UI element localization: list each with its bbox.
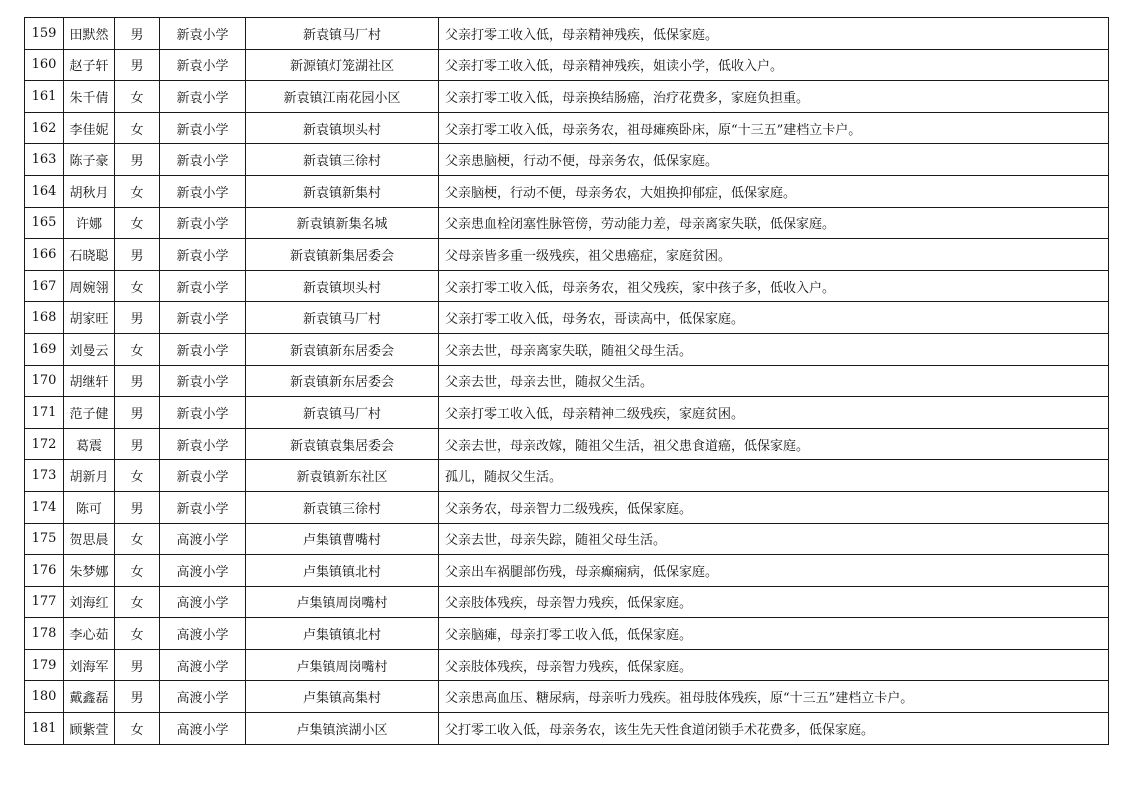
- row-number-cell: 165: [25, 207, 64, 239]
- table-row: [25, 460, 1109, 492]
- school-cell: 高渡小学: [160, 555, 246, 587]
- address-cell: 卢集镇滨湖小区: [246, 713, 439, 745]
- student-name-cell: 葛震: [64, 428, 115, 460]
- student-name-cell: 刘曼云: [64, 333, 115, 365]
- student-name-cell: 许娜: [64, 207, 115, 239]
- hardship-reason-cell: 父亲打零工收入低，母亲务农，祖父残疾，家中孩子多，低收入户。: [439, 270, 1109, 302]
- row-number-cell: 161: [25, 81, 64, 113]
- hardship-reason-cell: 父亲出车祸腿部伤残，母亲癫痫病，低保家庭。: [439, 555, 1109, 587]
- school-cell: 新袁小学: [160, 365, 246, 397]
- school-cell: 新袁小学: [160, 239, 246, 271]
- row-number-cell: 178: [25, 618, 64, 650]
- school-cell: 高渡小学: [160, 523, 246, 555]
- hardship-reason-cell: 父亲打零工收入低，母亲务农，祖母瘫痪卧床，原“十三五”建档立卡户。: [439, 112, 1109, 144]
- hardship-reason-cell: 父亲打零工收入低，母亲精神二级残疾，家庭贫困。: [439, 397, 1109, 429]
- address-cell: 卢集镇周岗嘴村: [246, 586, 439, 618]
- student-name-cell: 朱梦娜: [64, 555, 115, 587]
- table-row: [25, 523, 1109, 555]
- table-row: [25, 112, 1109, 144]
- gender-cell: 男: [115, 49, 160, 81]
- hardship-reason-cell: 父亲打零工收入低，母务农，哥读高中，低保家庭。: [439, 302, 1109, 334]
- hardship-reason-cell: 父亲打零工收入低，母亲精神残疾，姐读小学，低收入户。: [439, 49, 1109, 81]
- student-name-cell: 戴鑫磊: [64, 681, 115, 713]
- hardship-reason-cell: 父亲务农，母亲智力二级残疾，低保家庭。: [439, 491, 1109, 523]
- gender-cell: 女: [115, 586, 160, 618]
- address-cell: 新袁镇新东社区: [246, 460, 439, 492]
- gender-cell: 女: [115, 112, 160, 144]
- hardship-reason-cell: 父亲患血栓闭塞性脉管傍，劳动能力差，母亲离家失联，低保家庭。: [439, 207, 1109, 239]
- hardship-reason-cell: 父亲打零工收入低，母亲精神残疾，低保家庭。: [439, 18, 1109, 50]
- hardship-reason-cell: 父亲去世，母亲去世，随叔父生活。: [439, 365, 1109, 397]
- address-cell: 新袁镇三徐村: [246, 144, 439, 176]
- student-name-cell: 赵子轩: [64, 49, 115, 81]
- row-number-cell: 175: [25, 523, 64, 555]
- table-row: [25, 555, 1109, 587]
- school-cell: 高渡小学: [160, 586, 246, 618]
- school-cell: 新袁小学: [160, 460, 246, 492]
- school-cell: 新袁小学: [160, 397, 246, 429]
- table-row: [25, 239, 1109, 271]
- gender-cell: 女: [115, 207, 160, 239]
- school-cell: 新袁小学: [160, 175, 246, 207]
- school-cell: 新袁小学: [160, 49, 246, 81]
- school-cell: 新袁小学: [160, 333, 246, 365]
- gender-cell: 女: [115, 81, 160, 113]
- table-row: [25, 333, 1109, 365]
- table-row: [25, 270, 1109, 302]
- row-number-cell: 176: [25, 555, 64, 587]
- table-row: [25, 618, 1109, 650]
- row-number-cell: 167: [25, 270, 64, 302]
- table-row: [25, 302, 1109, 334]
- row-number-cell: 171: [25, 397, 64, 429]
- row-number-cell: 160: [25, 49, 64, 81]
- address-cell: 新袁镇三徐村: [246, 491, 439, 523]
- hardship-reason-cell: 父亲肢体残疾，母亲智力残疾，低保家庭。: [439, 649, 1109, 681]
- gender-cell: 男: [115, 302, 160, 334]
- hardship-reason-cell: 父亲肢体残疾，母亲智力残疾，低保家庭。: [439, 586, 1109, 618]
- hardship-reason-cell: 父亲打零工收入低，母亲换结肠癌，治疗花费多，家庭负担重。: [439, 81, 1109, 113]
- table-row: [25, 491, 1109, 523]
- gender-cell: 男: [115, 428, 160, 460]
- table-row: [25, 649, 1109, 681]
- school-cell: 新袁小学: [160, 144, 246, 176]
- school-cell: 新袁小学: [160, 18, 246, 50]
- table-row: [25, 428, 1109, 460]
- student-name-cell: 陈可: [64, 491, 115, 523]
- hardship-reason-cell: 父亲患高血压、糖尿病，母亲听力残疾。祖母肢体残疾，原“十三五”建档立卡户。: [439, 681, 1109, 713]
- hardship-reason-cell: 父亲去世，母亲改嫁，随祖父生活，祖父患食道癌，低保家庭。: [439, 428, 1109, 460]
- school-cell: 高渡小学: [160, 681, 246, 713]
- address-cell: 卢集镇高集村: [246, 681, 439, 713]
- hardship-reason-cell: 父亲脑梗，行动不便，母亲务农，大姐换抑郁症，低保家庭。: [439, 175, 1109, 207]
- hardship-reason-cell: 父亲患脑梗，行动不便，母亲务农，低保家庭。: [439, 144, 1109, 176]
- table-row: [25, 397, 1109, 429]
- school-cell: 新袁小学: [160, 491, 246, 523]
- row-number-cell: 166: [25, 239, 64, 271]
- table-row: [25, 681, 1109, 713]
- hardship-reason-cell: 父亲脑瘫，母亲打零工收入低，低保家庭。: [439, 618, 1109, 650]
- student-name-cell: 胡家旺: [64, 302, 115, 334]
- gender-cell: 女: [115, 333, 160, 365]
- address-cell: 新袁镇坝头村: [246, 270, 439, 302]
- row-number-cell: 169: [25, 333, 64, 365]
- table-row: [25, 207, 1109, 239]
- row-number-cell: 172: [25, 428, 64, 460]
- table-body: [25, 18, 1109, 745]
- school-cell: 新袁小学: [160, 302, 246, 334]
- address-cell: 新袁镇新东居委会: [246, 333, 439, 365]
- student-name-cell: 石晓聪: [64, 239, 115, 271]
- address-cell: 卢集镇镇北村: [246, 555, 439, 587]
- row-number-cell: 181: [25, 713, 64, 745]
- address-cell: 卢集镇周岗嘴村: [246, 649, 439, 681]
- hardship-reason-cell: 父打零工收入低，母亲务农，该生先天性食道闭锁手术花费多，低保家庭。: [439, 713, 1109, 745]
- row-number-cell: 173: [25, 460, 64, 492]
- table-row: [25, 365, 1109, 397]
- gender-cell: 男: [115, 649, 160, 681]
- address-cell: 新源镇灯笼湖社区: [246, 49, 439, 81]
- row-number-cell: 162: [25, 112, 64, 144]
- gender-cell: 女: [115, 175, 160, 207]
- table-row: [25, 586, 1109, 618]
- hardship-reason-cell: 孤儿，随叔父生活。: [439, 460, 1109, 492]
- row-number-cell: 159: [25, 18, 64, 50]
- address-cell: 新袁镇新集居委会: [246, 239, 439, 271]
- gender-cell: 女: [115, 618, 160, 650]
- address-cell: 新袁镇马厂村: [246, 397, 439, 429]
- student-name-cell: 胡新月: [64, 460, 115, 492]
- hardship-reason-cell: 父亲去世，母亲失踪，随祖父母生活。: [439, 523, 1109, 555]
- address-cell: 新袁镇坝头村: [246, 112, 439, 144]
- table-row: [25, 713, 1109, 745]
- student-name-cell: 李心茹: [64, 618, 115, 650]
- row-number-cell: 168: [25, 302, 64, 334]
- gender-cell: 男: [115, 365, 160, 397]
- address-cell: 新袁镇马厂村: [246, 302, 439, 334]
- gender-cell: 女: [115, 270, 160, 302]
- table-row: [25, 49, 1109, 81]
- school-cell: 新袁小学: [160, 428, 246, 460]
- student-aid-table: [24, 17, 1109, 745]
- table-row: [25, 18, 1109, 50]
- table-row: [25, 175, 1109, 207]
- row-number-cell: 179: [25, 649, 64, 681]
- student-name-cell: 胡继轩: [64, 365, 115, 397]
- student-name-cell: 李佳妮: [64, 112, 115, 144]
- school-cell: 新袁小学: [160, 112, 246, 144]
- row-number-cell: 170: [25, 365, 64, 397]
- table-row: [25, 144, 1109, 176]
- gender-cell: 男: [115, 397, 160, 429]
- row-number-cell: 177: [25, 586, 64, 618]
- hardship-reason-cell: 父母亲皆多重一级残疾，祖父患癌症，家庭贫困。: [439, 239, 1109, 271]
- row-number-cell: 164: [25, 175, 64, 207]
- student-name-cell: 刘海红: [64, 586, 115, 618]
- address-cell: 卢集镇曹嘴村: [246, 523, 439, 555]
- gender-cell: 男: [115, 144, 160, 176]
- address-cell: 卢集镇镇北村: [246, 618, 439, 650]
- gender-cell: 女: [115, 555, 160, 587]
- address-cell: 新袁镇马厂村: [246, 18, 439, 50]
- gender-cell: 男: [115, 18, 160, 50]
- student-name-cell: 田默然: [64, 18, 115, 50]
- student-name-cell: 周婉翎: [64, 270, 115, 302]
- address-cell: 新袁镇新集村: [246, 175, 439, 207]
- address-cell: 新袁镇新集名城: [246, 207, 439, 239]
- hardship-reason-cell: 父亲去世，母亲离家失联，随祖父母生活。: [439, 333, 1109, 365]
- student-name-cell: 朱千倩: [64, 81, 115, 113]
- gender-cell: 女: [115, 523, 160, 555]
- school-cell: 新袁小学: [160, 81, 246, 113]
- student-name-cell: 顾紫萱: [64, 713, 115, 745]
- row-number-cell: 174: [25, 491, 64, 523]
- address-cell: 新袁镇新东居委会: [246, 365, 439, 397]
- school-cell: 高渡小学: [160, 649, 246, 681]
- address-cell: 新袁镇江南花园小区: [246, 81, 439, 113]
- gender-cell: 男: [115, 239, 160, 271]
- school-cell: 高渡小学: [160, 618, 246, 650]
- school-cell: 新袁小学: [160, 270, 246, 302]
- row-number-cell: 180: [25, 681, 64, 713]
- address-cell: 新袁镇袁集居委会: [246, 428, 439, 460]
- school-cell: 高渡小学: [160, 713, 246, 745]
- gender-cell: 男: [115, 491, 160, 523]
- student-name-cell: 刘海军: [64, 649, 115, 681]
- gender-cell: 女: [115, 713, 160, 745]
- gender-cell: 男: [115, 681, 160, 713]
- student-name-cell: 胡秋月: [64, 175, 115, 207]
- student-name-cell: 陈子豪: [64, 144, 115, 176]
- student-name-cell: 贺思晨: [64, 523, 115, 555]
- gender-cell: 女: [115, 460, 160, 492]
- row-number-cell: 163: [25, 144, 64, 176]
- table-row: [25, 81, 1109, 113]
- student-name-cell: 范子健: [64, 397, 115, 429]
- school-cell: 新袁小学: [160, 207, 246, 239]
